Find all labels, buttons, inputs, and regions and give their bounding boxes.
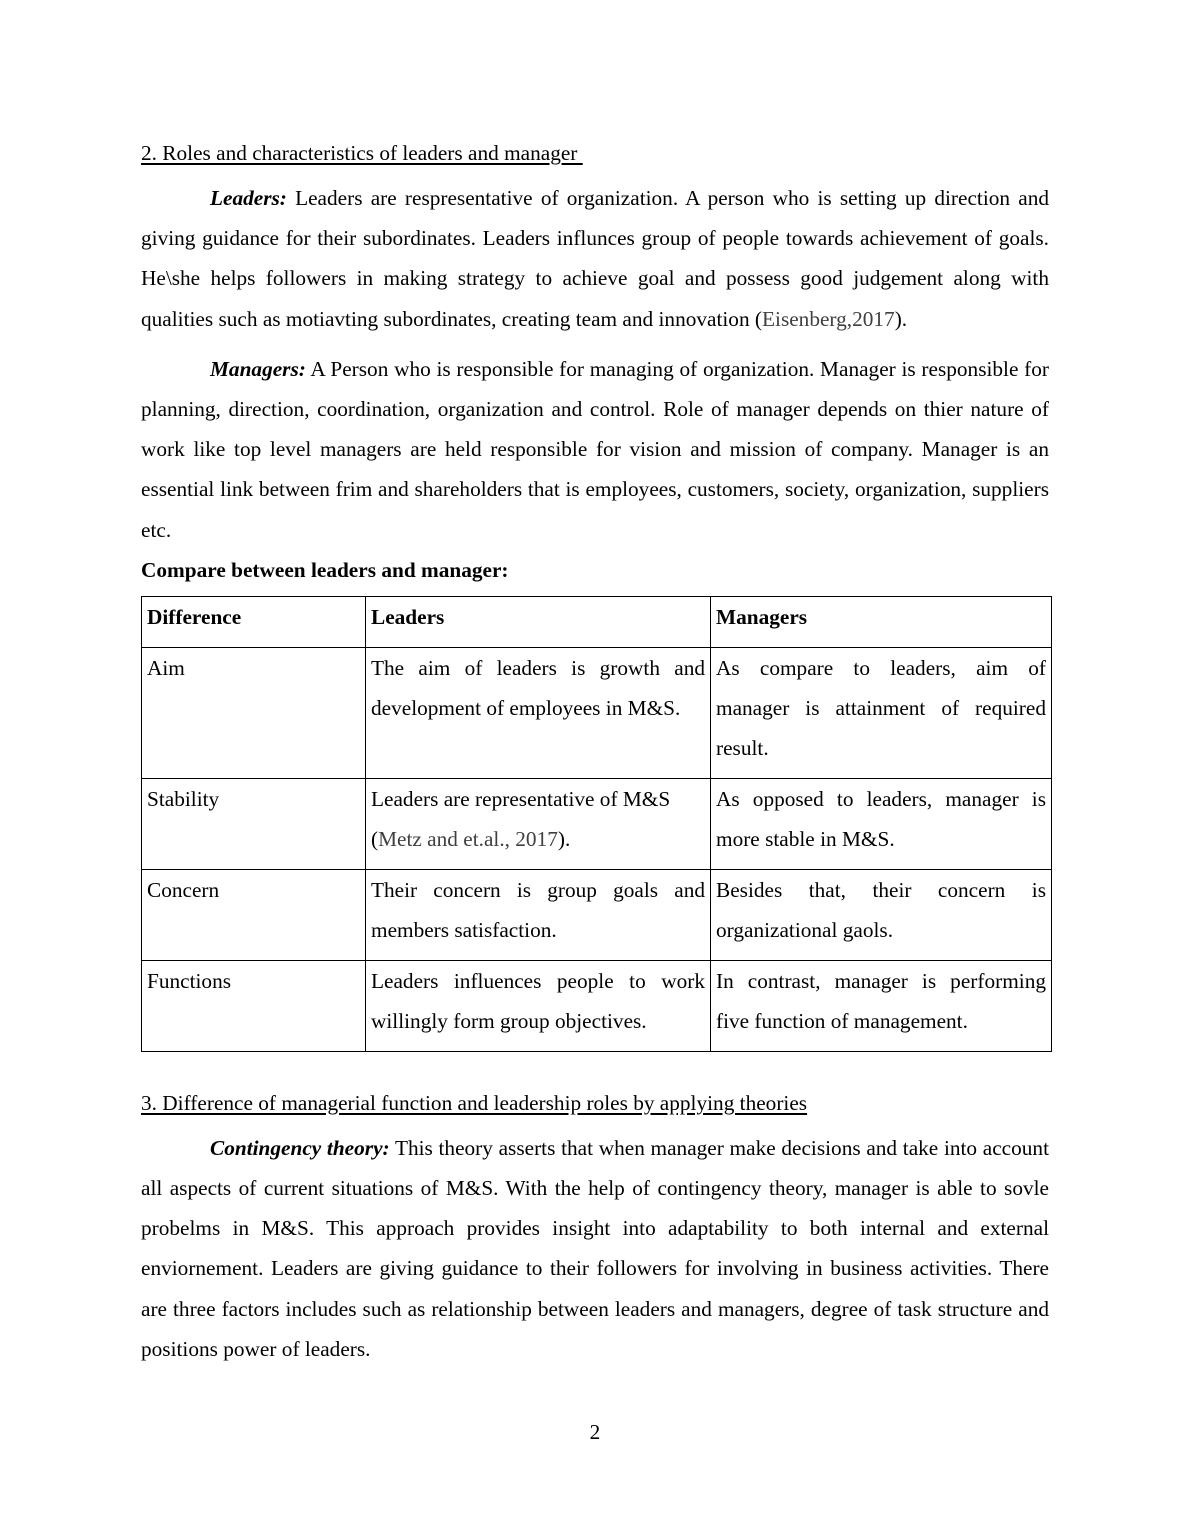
document-page bbox=[141, 138, 1049, 1369]
cell-managers: As compare to leaders, aim of manager is attainment of required result. bbox=[711, 647, 1052, 778]
cell-difference: Aim bbox=[142, 647, 366, 778]
section-2-heading-text: 2. Roles and characteristics of leaders and manager bbox=[141, 141, 583, 165]
leaders-paragraph-tail: ). bbox=[894, 306, 908, 331]
managers-paragraph bbox=[141, 349, 1049, 550]
contingency-paragraph-text: This theory asserts that when manager make decisions and take into account all aspects of current situations of M&S. With the help of contingency theory, manager is able to sovle probelms in M&S. This approach provides insight into adaptability to both internal and external enviornement. Leaders are giving guidance to their followers for involving in business activities. There are three factors includes such as relationship between leaders and managers, degree of task structure and positions power of leaders. bbox=[141, 1135, 1049, 1361]
cell-leaders bbox=[366, 778, 711, 869]
table-row bbox=[142, 960, 1052, 1051]
section-3-heading-text: 3. Difference of managerial function and leadership roles by applying theories bbox=[141, 1090, 808, 1115]
cell-leaders-text: Their concern is group goals and members satisfaction. bbox=[371, 877, 705, 942]
cell-leaders bbox=[366, 960, 711, 1051]
cell-leaders-citation[interactable]: Metz and et.al., 2017 bbox=[378, 826, 558, 851]
table-row bbox=[142, 869, 1052, 960]
cell-leaders bbox=[366, 869, 711, 960]
cell-managers: As opposed to leaders, manager is more stable in M&S. bbox=[711, 778, 1052, 869]
page-number: 2 bbox=[589, 1420, 601, 1444]
cell-leaders-text: Leaders influences people to work willingly form group objectives. bbox=[371, 968, 705, 1033]
leaders-paragraph-text: Leaders are respresentative of organization. A person who is setting up direction and giving guidance for their subordinates. Leaders influnces group of people towards achievement of goals. He\she helps followers in making strategy to achieve goal and possess good judgement along with qualities such as motiavting subordinates, creating team and innovation ( bbox=[141, 186, 1049, 331]
section-3 bbox=[141, 1088, 1049, 1369]
cell-leaders-text: Leaders are representative of M&S ( bbox=[371, 786, 671, 851]
cell-difference: Concern bbox=[142, 869, 366, 960]
contingency-paragraph bbox=[141, 1128, 1049, 1369]
section-2-heading bbox=[141, 138, 1049, 168]
leaders-paragraph bbox=[141, 178, 1049, 339]
header-difference: Difference bbox=[142, 596, 366, 647]
leaders-paragraph-lead: Leaders: bbox=[210, 186, 287, 210]
managers-paragraph-lead: Managers: bbox=[210, 356, 306, 381]
comparison-table bbox=[141, 596, 1052, 1052]
header-leaders: Leaders bbox=[366, 596, 711, 647]
contingency-paragraph-lead: Contingency theory: bbox=[210, 1135, 390, 1160]
section-3-heading bbox=[141, 1088, 1049, 1118]
header-managers: Managers bbox=[711, 596, 1052, 647]
cell-leaders bbox=[366, 647, 711, 778]
table-row bbox=[142, 778, 1052, 869]
cell-managers: Besides that, their concern is organizational gaols. bbox=[711, 869, 1052, 960]
cell-leaders-text: The aim of leaders is growth and development of employees in M&S. bbox=[371, 655, 705, 720]
compare-title: Compare between leaders and manager: bbox=[141, 557, 509, 582]
cell-leaders-tail: ). bbox=[557, 826, 571, 851]
cell-difference: Functions bbox=[142, 960, 366, 1051]
table-row bbox=[142, 647, 1052, 778]
cell-managers: In contrast, manager is performing five function of management. bbox=[711, 960, 1052, 1051]
table-header-row bbox=[142, 596, 1052, 647]
cell-difference: Stability bbox=[142, 778, 366, 869]
managers-paragraph-text: A Person who is responsible for managing of organization. Manager is responsible for planning, direction, coordination, organization and control. Role of manager depends on thier nature of work like top level managers are held responsible for vision and mission of company. Manager is an essential link between frim and shareholders that is employees, customers, society, organization, suppliers etc. bbox=[141, 356, 1049, 542]
leaders-paragraph-citation[interactable]: Eisenberg,2017 bbox=[762, 306, 895, 331]
